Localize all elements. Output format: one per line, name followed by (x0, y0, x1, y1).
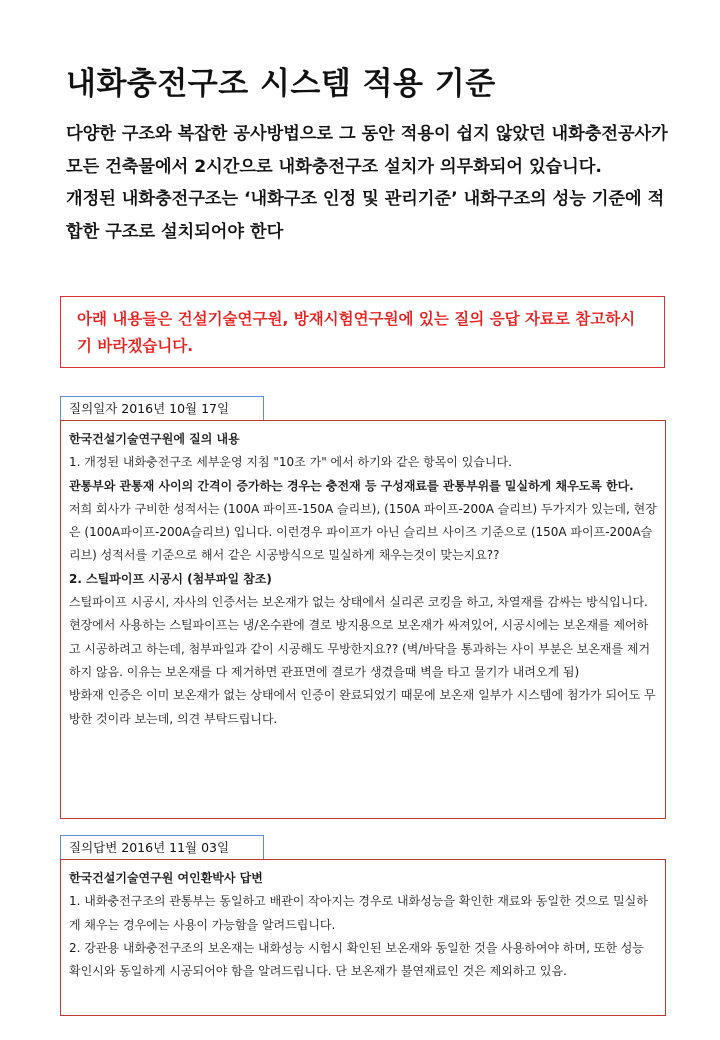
answer-date-tab: 질의답변 2016년 11월 03일 (60, 835, 264, 859)
notice-box: 아래 내용들은 건설기술연구원, 방재시험연구원에 있는 질의 응답 자료로 참고하시기 바라겠습니다. (60, 296, 665, 368)
question-item-1: 1. 개정된 내화충전구조 세부운영 지침 "10조 가" 에서 하기와 같은 항목이 있습니다. (69, 455, 512, 470)
answer-item-2: 2. 강관용 내화충전구조의 보온재는 내화성능 시험시 확인된 보온재와 동일한 것을 사용하여야 하며, 또한 성능 확인시와 동일하게 시공되어야 함을 알려드립니다. 단 보온재가 불연재료인 것은 제외하고 있음. (69, 940, 644, 979)
question-item-2-paragraph-1: 스틸파이프 시공시, 자사의 인증서는 보온재가 없는 상태에서 실리콘 코킹을 하고, 차열재를 감싸는 방식입니다. (69, 595, 648, 610)
page-title: 내화충전구조 시스템 적용 기준 (66, 66, 496, 102)
question-item-1-body: 저희 회사가 구비한 성적서는 (100A 파이프-150A 슬리브), (150A 파이프-200A 슬리브) 두가지가 있는데, 현장은 (100A파이프-200A슬리브) 입니다. 이런경우 파이프가 아닌 슬리브 사이즈 기준으로 (150A 파이프-200A슬리브) 성적서를 기준으로 해서 같은 시공방식으로 밀실하게 채우는것이 맞는지요?? (69, 501, 657, 563)
answer-box (60, 859, 666, 1016)
question-item-2-paragraph-2: 현장에서 사용하는 스틸파이프는 냉/온수관에 결로 방지용으로 보온재가 싸져있어, 시공시에는 보온재를 제어하고 시공하려고 하는데, 첨부파일과 같이 시공해도 무방한지요?? (벽/바닥을 통과하는 사이 부분은 보온재를 제거하지 않음. 이유는 보온재를 다 제거하면 관표면에 결로가 생겼을때 벽을 타고 물기가 내려오게 됨) (69, 618, 651, 679)
question-heading: 한국건설기술연구원에 질의 내용 (69, 432, 240, 446)
question-item-2-paragraph-3: 방화재 인증은 이미 보온재가 없는 상태에서 인증이 완료되었기 때문에 보온재 일부가 시스템에 첨가가 되어도 무방한 것이라 보는데, 의견 부탁드립니다. (69, 688, 656, 726)
intro-section (66, 118, 676, 248)
question-item-2-heading: 2. 스틸파이프 시공시 (첨부파일 참조) (69, 571, 272, 586)
question-date-tab: 질의일자 2016년 10월 17일 (60, 396, 264, 420)
answer-heading: 한국건설기술연구원 여인환박사 답변 (69, 871, 263, 885)
intro-paragraph-2: 개정된 내화충전구조는 ‘내화구조 인정 및 관리기준’ 내화구조의 성능 기준에 적합한 구조로 설치되어야 한다 (66, 189, 665, 242)
answer-item-1: 1. 내화충전구조의 관통부는 동일하고 배관이 작아지는 경우로 내화성능을 확인한 재료와 동일한 것으로 밀실하게 채우는 경우에는 사용이 가능함을 알려드립니다. (69, 894, 648, 932)
question-item-1-bold: 관통부와 관통재 사이의 간격이 증가하는 경우는 충전재 등 구성재료를 관통부위를 밀실하게 채우도록 한다. (69, 478, 634, 493)
question-box (60, 420, 666, 819)
intro-paragraph-1: 다양한 구조와 복잡한 공사방법으로 그 동안 적용이 쉽지 않았던 내화충전공사가 모든 건축물에서 2시간으로 내화충전구조 설치가 의무화되어 있습니다. (66, 124, 668, 177)
